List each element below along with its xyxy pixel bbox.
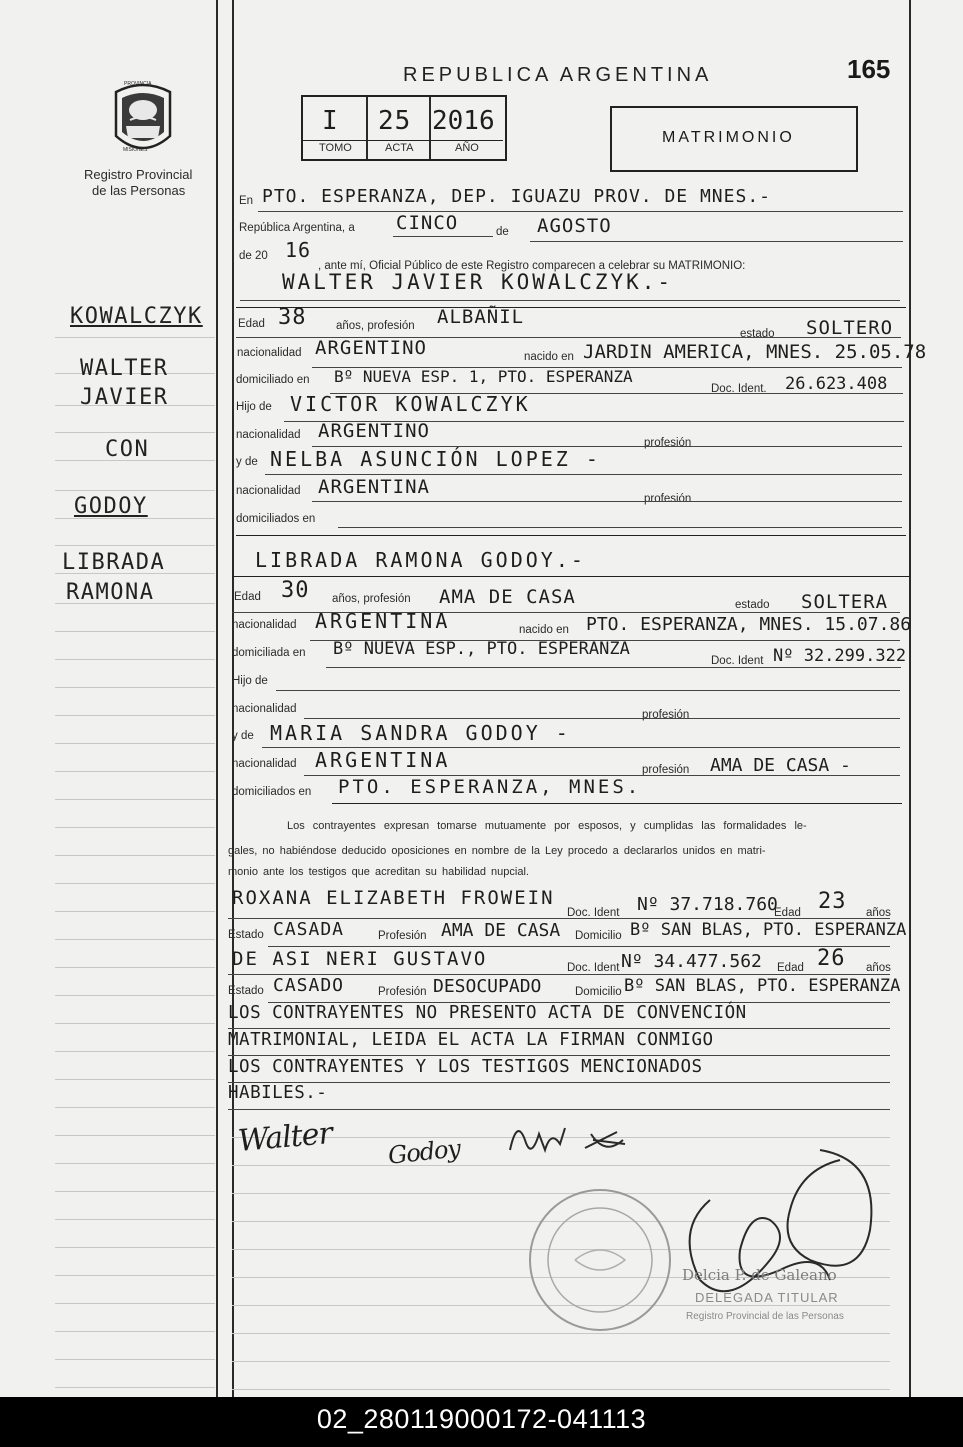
bride-profesion-label: años, profesión bbox=[332, 593, 411, 605]
groom-father: VICTOR KOWALCZYK bbox=[290, 392, 531, 416]
witness-1-address: Bº SAN BLAS, PTO. ESPERANZA bbox=[630, 920, 907, 940]
bride-mother-prof-label: profesión bbox=[642, 764, 690, 776]
bride-address: Bº NUEVA ESP., PTO. ESPERANZA bbox=[333, 639, 630, 659]
groom-full-name: WALTER JAVIER KOWALCZYK.- bbox=[282, 270, 674, 294]
groom-nationality: ARGENTINO bbox=[315, 337, 427, 359]
witness-2-address: Bº SAN BLAS, PTO. ESPERANZA bbox=[624, 976, 901, 996]
acta-value: 25 bbox=[378, 106, 412, 136]
groom-father-nac-label: nacionalidad bbox=[236, 429, 301, 441]
groom-birth: JARDIN AMERICA, MNES. 25.05.78 bbox=[583, 341, 927, 363]
ano-value: 2016 bbox=[432, 106, 495, 136]
bride-father-nac-underline bbox=[304, 718, 900, 719]
left-margin-line bbox=[216, 0, 218, 1397]
bride-mother-nationality: ARGENTINA bbox=[315, 748, 451, 772]
bride-mother-nac-label: nacionalidad bbox=[232, 758, 297, 770]
tomo-label: TOMO bbox=[319, 142, 352, 154]
note-line-4: HABILES.- bbox=[228, 1083, 328, 1103]
margin-groom-surname: KOWALCZYK bbox=[70, 304, 203, 329]
bride-parents-dom-label: domiciliados en bbox=[232, 786, 312, 798]
margin-bride-name-1: LIBRADA bbox=[62, 550, 166, 575]
bride-profession: AMA DE CASA bbox=[439, 586, 576, 608]
bride-father-underline bbox=[276, 690, 900, 691]
groom-yde-label: y de bbox=[236, 456, 258, 468]
witness-2-prof-label: Profesión bbox=[378, 986, 427, 998]
act-type-label: MATRIMONIO bbox=[662, 129, 795, 146]
witness-2-age: 26 bbox=[817, 946, 846, 971]
bride-mother-profession: AMA DE CASA - bbox=[710, 755, 851, 776]
stamp-title: DELEGADA TITULAR bbox=[695, 1290, 839, 1305]
groom-mother: NELBA ASUNCIÓN LOPEZ - bbox=[270, 447, 601, 471]
witness-1-doc: Nº 37.718.760 bbox=[637, 894, 778, 915]
margin-bride-surname: GODOY bbox=[74, 494, 148, 519]
groom-mother-prof-label: profesión bbox=[644, 493, 692, 505]
registry-name-2: de las Personas bbox=[92, 183, 186, 198]
witness-2-edad-label: Edad bbox=[777, 962, 804, 974]
bride-dom-underline bbox=[326, 667, 901, 668]
official-seal-icon bbox=[525, 1185, 675, 1335]
witness-2-doc: Nº 34.477.562 bbox=[621, 951, 762, 972]
day-value: CINCO bbox=[396, 212, 459, 234]
witness-1-profession: AMA DE CASA bbox=[441, 920, 561, 941]
groom-father-prof-label: profesión bbox=[644, 437, 692, 449]
groom-domiciliado-label: domiciliado en bbox=[236, 374, 310, 386]
en-label: En bbox=[239, 195, 254, 207]
stamp-registry: Registro Provincial de las Personas bbox=[686, 1311, 844, 1322]
bride-parents-address: PTO. ESPERANZA, MNES. bbox=[338, 776, 642, 798]
bride-domiciliada-label: domiciliada en bbox=[232, 647, 306, 659]
note-line-1-rule bbox=[228, 1028, 890, 1029]
emblem-bottom-text: MISIONES bbox=[123, 147, 148, 153]
bride-edad-label: Edad bbox=[234, 591, 261, 603]
groom-mother-underline bbox=[265, 474, 902, 475]
record-box-divider-2 bbox=[429, 97, 431, 159]
groom-doc: 26.623.408 bbox=[785, 374, 888, 394]
witness-2-profession: DESOCUPADO bbox=[433, 976, 542, 997]
note-line-2-rule bbox=[228, 1055, 890, 1056]
note-line-2: MATRIMONIAL, LEIDA EL ACTA LA FIRMAN CONMIGO bbox=[228, 1030, 714, 1050]
ano-label: AÑO bbox=[455, 142, 479, 154]
bride-father-prof-label: profesión bbox=[642, 709, 690, 721]
month-underline bbox=[530, 241, 903, 242]
declaration-line-2: gales, no habiéndose deducido oposiciones en nombre de la Ley procedo a declararlos unidos en matri- bbox=[228, 845, 766, 857]
groom-estado: SOLTERO bbox=[806, 317, 894, 339]
margin-connector: CON bbox=[105, 437, 150, 462]
bride-yde-label: y de bbox=[232, 730, 254, 742]
witness-1-anos-label: años bbox=[866, 907, 891, 919]
binding-line bbox=[232, 0, 234, 1397]
groom-mother-nac-label: nacionalidad bbox=[236, 485, 301, 497]
signature-3-icon bbox=[505, 1110, 635, 1170]
page-number: 165 bbox=[847, 54, 891, 84]
groom-doc-label: Doc. Ident. bbox=[711, 383, 767, 395]
groom-parents-dom-label: domiciliados en bbox=[236, 513, 316, 525]
bride-full-name: LIBRADA RAMONA GODOY.- bbox=[255, 548, 586, 572]
bride-hijo-label: Hijo de bbox=[232, 675, 268, 687]
document-id-bar: 02_280119000172-041113 bbox=[0, 1397, 963, 1447]
tomo-value: I bbox=[322, 106, 339, 136]
bride-mother: MARIA SANDRA GODOY - bbox=[270, 721, 571, 745]
bride-nacionalidad-label: nacionalidad bbox=[232, 619, 297, 631]
place-underline bbox=[258, 211, 903, 212]
signature-2: Godoy bbox=[386, 1134, 462, 1170]
record-box-divider-1 bbox=[366, 97, 368, 159]
groom-address: Bº NUEVA ESP. 1, PTO. ESPERANZA bbox=[334, 367, 633, 386]
witness-1-estado-underline bbox=[268, 946, 890, 947]
groom-section-rule bbox=[236, 307, 906, 308]
groom-hijo-label: Hijo de bbox=[236, 401, 272, 413]
bride-estado-label: estado bbox=[735, 599, 770, 611]
witness-1-edad-label: Edad bbox=[774, 907, 801, 919]
registry-name-1: Registro Provincial bbox=[84, 167, 193, 182]
bride-father-nac-label: nacionalidad bbox=[232, 703, 297, 715]
groom-name-underline bbox=[240, 300, 900, 301]
bride-section-top-rule bbox=[236, 535, 906, 536]
comparecen-text: , ante mí, Oficial Público de este Registro comparecen a celebrar su MATRIMONIO: bbox=[318, 260, 746, 272]
bride-doc-label: Doc. Ident bbox=[711, 655, 764, 667]
groom-estado-label: estado bbox=[740, 328, 775, 340]
groom-mother-nationality: ARGENTINA bbox=[318, 476, 430, 498]
note-line-3: LOS CONTRAYENTES Y LOS TESTIGOS MENCIONADOS bbox=[228, 1057, 703, 1077]
note-line-1: LOS CONTRAYENTES NO PRESENTO ACTA DE CONVENCIÓN bbox=[228, 1003, 747, 1023]
witness-2-estado-label: Estado bbox=[228, 985, 264, 997]
de-label: de bbox=[496, 226, 509, 238]
groom-profession: ALBAÑIL bbox=[437, 306, 525, 328]
stamp-officer-name: Delcia P. de Galeano bbox=[682, 1266, 837, 1284]
margin-groom-name-1: WALTER bbox=[80, 356, 169, 381]
witness-2-dom-label: Domicilio bbox=[575, 986, 622, 998]
witness-1-prof-label: Profesión bbox=[378, 930, 427, 942]
witness-1-age: 23 bbox=[818, 889, 847, 914]
day-underline bbox=[393, 236, 493, 237]
declaration-line-1: Los contrayentes expresan tomarse mutuamente por esposos, y cumplidas las formalidades le- bbox=[287, 820, 807, 832]
witness-2-anos-label: años bbox=[866, 962, 891, 974]
witness-1-estado: CASADA bbox=[273, 919, 345, 940]
bride-age: 30 bbox=[281, 578, 310, 603]
emblem-top-text: PROVINCIA bbox=[124, 81, 152, 87]
bride-estado: SOLTERA bbox=[801, 591, 889, 613]
country-title: REPUBLICA ARGENTINA bbox=[403, 64, 713, 86]
witness-1-dom-label: Domicilio bbox=[575, 930, 622, 942]
bride-nacido-label: nacido en bbox=[519, 624, 569, 636]
groom-father-nationality: ARGENTINO bbox=[318, 420, 430, 442]
witness-1-name: ROXANA ELIZABETH FROWEIN bbox=[232, 887, 555, 909]
republica-label: República Argentina, a bbox=[239, 222, 355, 234]
declaration-line-3: monio ante los testigos que acreditan su habilidad nupcial. bbox=[228, 866, 529, 878]
witness-2-estado: CASADO bbox=[273, 975, 345, 996]
year-suffix: 16 bbox=[285, 238, 312, 262]
groom-mother-nac-underline bbox=[312, 501, 902, 502]
witness-1-doc-label: Doc. Ident bbox=[567, 907, 620, 919]
place-value: PTO. ESPERANZA, DEP. IGUAZU PROV. DE MNES.- bbox=[262, 186, 771, 207]
bride-parents-dom-underline bbox=[332, 803, 902, 804]
margin-bride-name-2: RAMONA bbox=[66, 580, 155, 605]
witness-2-name: DE ASI NERI GUSTAVO bbox=[232, 948, 488, 970]
groom-nacido-label: nacido en bbox=[524, 351, 574, 363]
record-box-label-line bbox=[303, 140, 503, 141]
month-value: AGOSTO bbox=[537, 215, 612, 237]
witness-1-estado-label: Estado bbox=[228, 929, 264, 941]
groom-parents-dom-underline bbox=[338, 527, 902, 528]
bride-doc: Nº 32.299.322 bbox=[773, 646, 907, 666]
groom-edad-label: Edad bbox=[238, 318, 265, 330]
margin-groom-name-2: JAVIER bbox=[80, 385, 169, 410]
groom-age: 38 bbox=[278, 305, 307, 330]
bride-nationality: ARGENTINA bbox=[315, 609, 451, 633]
acta-label: ACTA bbox=[385, 142, 414, 154]
groom-nacionalidad-label: nacionalidad bbox=[237, 347, 302, 359]
groom-profesion-label: años, profesión bbox=[336, 320, 415, 332]
signature-1: Walter bbox=[236, 1115, 334, 1160]
witness-2-doc-label: Doc. Ident bbox=[567, 962, 620, 974]
right-border-line bbox=[909, 0, 911, 1397]
year-prefix: de 20 bbox=[239, 250, 268, 262]
bride-section-rule bbox=[232, 576, 910, 577]
bride-birth: PTO. ESPERANZA, MNES. 15.07.86 bbox=[586, 614, 912, 635]
